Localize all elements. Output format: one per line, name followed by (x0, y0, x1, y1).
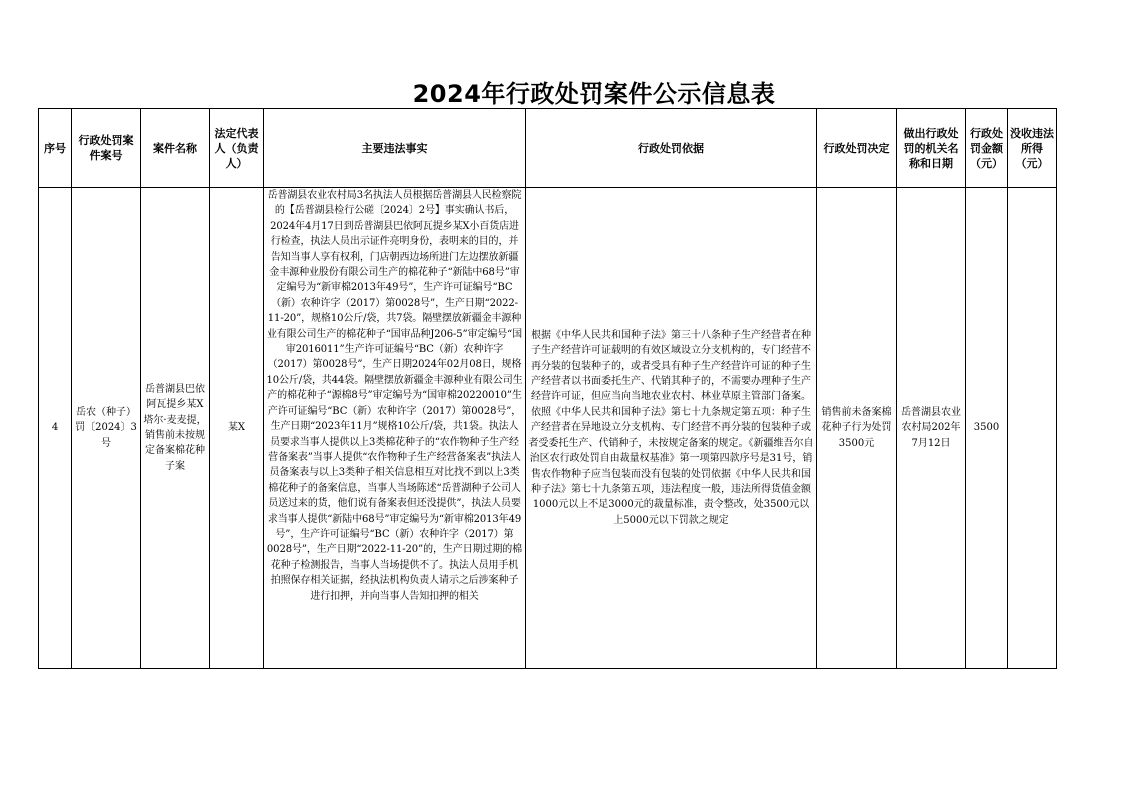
header-confiscated: 没收违法所得（元） (1008, 109, 1057, 188)
cell-confiscated (1008, 188, 1057, 669)
header-no: 序号 (39, 109, 72, 188)
cell-decision: 销售前未备案棉花种子行为处罚3500元 (817, 188, 897, 669)
cell-basis: 根据《中华人民共和国种子法》第三十八条种子生产经营者在种子生产经营许可证载明的有效区域设立分支机构的，专门经营不再分装的包装种子的，或者受具有种子生产经营许可证的种子生产经营者以书面委托生产、代销其种子的，不需要办理种子生产经营许可证，但应当向当地农业农村、林业草原主管部门备案。依照《中华人民共和国种子法》第七十九条规定第五项：种子生产经营者在异地设立分支机构、专门经营不再分装的包装种子或者受委托生产、代销种子，未按规定备案的规定。《新疆维吾尔自治区农行政处罚自由裁量权基准》第一项第四款序号是31号，销售农作物种子应当包装而没有包装的处罚依据《中华人民共和国种子法》第七十九条第五项，违法程度一般，违法所得货值金额1000元以上不足3000元的裁量标准，责令整改，处3500元以上5000元以下罚款之规定 (526, 188, 817, 669)
header-facts: 主要违法事实 (264, 109, 526, 188)
cell-authority: 岳普湖县农业农村局202年7月12日 (897, 188, 966, 669)
header-case-name: 案件名称 (141, 109, 210, 188)
table-row (39, 188, 1057, 669)
header-case-number: 行政处罚案件案号 (72, 109, 141, 188)
header-amount: 行政处罚金额（元） (966, 109, 1008, 188)
cell-case-number: 岳农（种子）罚〔2024〕3号 (72, 188, 141, 669)
page-title: 2024年行政处罚案件公示信息表 (412, 80, 776, 108)
header-legal-rep: 法定代表人（负责人） (210, 109, 264, 188)
cell-case-name: 岳普湖县巴依阿瓦提乡某X塔尔·麦麦提，销售前未按规定备案棉花种子案 (141, 188, 210, 669)
header-basis: 行政处罚依据 (526, 109, 817, 188)
header-row (39, 109, 1057, 188)
penalty-table (38, 108, 1057, 669)
cell-facts (264, 188, 526, 669)
facts-text: 岳普湖县农业农村局3名执法人员根据岳普湖县人民检察院的【岳普湖县检行公磋〔2024〕2号】事实确认书后，2024年4月17日到岳普湖县巴依阿瓦提乡某X小百货店进行检查，执法人员出示证件亮明身份，表明来的目的，并告知当事人享有权利，门店朝西边场所进门左边摆放新疆金丰源种业股份有限公司生产的棉花种子“新陆中68号”审定编号为“新审棉2013年49号”，生产许可证编号“BC（新）农种许字（2017）第0028号”，生产日期“2022-11-20”，规格10公斤/袋，共7袋。隔壁摆放新疆金丰源种业有限公司生产的棉花种子“国审品种J206-5”审定编号“国审2016011”生产许可证编号“BC（新）农种许字（2017）第0028号”，生产日期2024年02月08日，规格10公斤/袋，共44袋。隔壁摆放新疆金丰源种业有限公司生产的棉花种子“源棉8号”审定编号为“国审棉20220010”生产许可证编号“BC（新）农种许字（2017）第0028号”，生产日期“2023年11月”规格10公斤/袋，共1袋。执法人员要求当事人提供以上3类棉花种子的“农作物种子生产经营备案表”当事人提供“农作物种子生产经营备案表”执法人员备案表与以上3类种子相关信息相互对比找不到以上3类棉花种子的备案信息，当事人当场陈述“岳普湖种子公司人员送过来的货，他们说有备案表但还没提供”，执法人员要求当事人提供“新陆中68号”审定编号为“新审棉2013年49号”，生产许可证编号“BC（新）农种许字（2017）第0028号”，生产日期“2022-11-20”的，生产日期过期的棉花种子检测报告，当事人当场提供不了。执法人员用手机拍照保存相关证据，经执法机构负责人请示之后涉案种子进行扣押，并向当事人告知扣押的相关 (266, 190, 523, 602)
header-authority: 做出行政处罚的机关名称和日期 (897, 109, 966, 188)
cell-no: 4 (39, 188, 72, 669)
cell-amount: 3500 (966, 188, 1008, 669)
cell-legal-rep: 某X (210, 188, 264, 669)
header-decision: 行政处罚决定 (817, 109, 897, 188)
